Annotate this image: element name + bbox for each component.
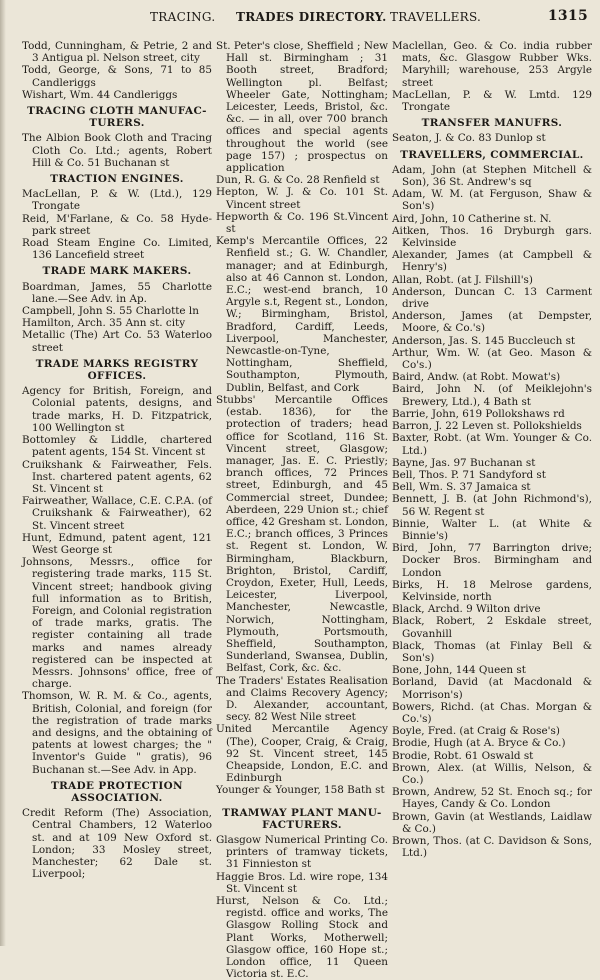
directory-entry: Anderson, Jas. S. 145 Buccleuch st <box>392 334 576 347</box>
directory-entry: Brown, Alex. (at Willis, Nelson, & Co.) <box>392 761 592 786</box>
directory-entry: Hepton, W. J. & Co. 101 St. Vincent street <box>216 186 388 211</box>
directory-entry: Allan, Robt. (at J. Filshill's) <box>392 273 533 286</box>
spacer <box>216 797 388 803</box>
header-center: TRADES DIRECTORY. <box>236 10 387 24</box>
directory-entry: Reid, M'Farlane, & Co. 58 Hyde-park street <box>22 212 212 237</box>
directory-entry: Hamilton, Arch. 35 Ann st. city <box>22 317 186 330</box>
directory-entry: Boardman, James, 55 Charlotte lane.—See Adv. in Ap. <box>22 280 212 305</box>
directory-entry: Johnsons, Messrs., office for registering trade marks, 115 St. Vincent street; handbook giving full information as to British, Foreign, and Colonial registration of trade marks, gratis. The register containing all trade marks and names already registered can be inspected at Messrs. Johnsons' office, free of charge. <box>22 556 212 691</box>
directory-entry: Hepworth & Co. 196 St.Vincent st <box>216 210 388 236</box>
directory-entry: Bell, Thos. P. 71 Sandyford st <box>392 468 546 481</box>
directory-entry: Anderson, Duncan C. 13 Carment drive <box>392 285 592 311</box>
section-heading: TRADE MARKS REGISTRY OFFICES. <box>35 357 199 383</box>
directory-entry: Credit Reform (The) Association, Central Chambers, 12 Waterloo st. and at 109 New Oxford st. London; 33 Mosley street, Manchester; 62 Dale st. Liverpool; <box>22 807 212 881</box>
column-right <box>392 40 592 859</box>
running-header <box>20 10 592 28</box>
directory-entry: Black, Robert, 2 Eskdale street, Govanhill <box>392 615 592 640</box>
directory-entry: Younger & Younger, 158 Bath st <box>216 784 385 797</box>
section-heading: TRADE MARK MAKERS. <box>42 265 192 278</box>
directory-entry: The Albion Book Cloth and Tracing Cloth Co. Ltd.; agents, Robert Hill & Co. 51 Buchanan st <box>22 132 212 169</box>
directory-entry: Fairweather, Wallace, C.E. C.P.A. (of Cruikshank & Fairweather), 62 St. Vincent street <box>22 495 212 532</box>
directory-entry: MacLellan, P. & W. Lmtd. 129 Trongate <box>392 88 592 114</box>
column-left <box>22 40 212 880</box>
directory-entry: Hurst, Nelson & Co. Ltd.; registd. office and works, The Glasgow Rolling Stock and Plant Works, Motherwell; Glasgow office, 160 Hope st.; London office, 11 Queen Victoria st. E.C. <box>216 895 388 980</box>
page-number: 1315 <box>547 8 588 24</box>
directory-entry: Kemp's Mercantile Offices, 22 Renfield st.; G. W. Chandler, manager; and at Edinburgh, also at 46 Cannon st. London, E.C.; west-end branch, 10 Argyle s.t, Regent st., London, W.; Birmingham, Bristol, Bradford, Cardiff, Leeds, Liverpool, Manchester, Newcastle-on-Tyne, Nottingham, Sheffield, Southampton, Plymouth, Dublin, Belfast, and Cork <box>216 235 388 394</box>
directory-entry: Alexander, James (at Campbell & Henry's) <box>392 249 592 274</box>
directory-entry: Birks, H. 18 Melrose gardens, Kelvinside, north <box>392 578 592 603</box>
directory-entry: Borland, David (at Macdonald & Morrison's) <box>392 676 592 701</box>
directory-entry: Bottomley & Liddle, chartered patent agents, 154 St. Vincent st <box>22 434 212 459</box>
directory-entry: Brodie, Hugh (at A. Bryce & Co.) <box>392 737 566 750</box>
directory-entry: Bone, John, 144 Queen st <box>392 664 526 677</box>
directory-entry: Brown, Gavin (at Westlands, Laidlaw & Co.) <box>392 810 592 835</box>
directory-entry: Metallic (The) Art Co. 53 Waterloo street <box>22 329 212 354</box>
directory-entry: Wishart, Wm. 44 Candleriggs <box>22 88 178 101</box>
directory-entry: Adam, W. M. (at Ferguson, Shaw & Son's) <box>392 188 592 213</box>
binding-gutter <box>0 0 6 946</box>
directory-entry: Barrie, John, 619 Pollokshaws rd <box>392 407 565 420</box>
directory-entry: Black, Archd. 9 Wilton drive <box>392 603 541 616</box>
directory-entry: Glasgow Numerical Printing Co. printers of tramway tickets, 31 Finnieston st <box>216 834 388 871</box>
directory-entry: Road Steam Engine Co. Limited, 136 Lancefield street <box>22 237 212 262</box>
directory-entry: Binnie, Walter L. (at White & Binnie's) <box>392 517 592 542</box>
directory-entry: Barron, J. 22 Leven st. Pollokshields <box>392 420 582 433</box>
section-heading: TRAMWAY PLANT MANU-FACTURERS. <box>222 806 382 831</box>
directory-entry: Brodie, Robt. 61 Oswald st <box>392 749 534 762</box>
directory-entry: Brown, Andrew, 52 St. Enoch sq.; for Hayes, Candy & Co. London <box>392 786 592 811</box>
directory-entry: Bell, Wm. S. 37 Jamaica st <box>392 481 531 494</box>
directory-entry: Todd, George, & Sons, 71 to 85 Candleriggs <box>22 64 212 89</box>
header-left: TRACING. <box>150 10 216 24</box>
directory-entry: Baxter, Robt. (at Wm. Younger & Co. Ltd.) <box>392 432 592 457</box>
directory-entry: Aird, John, 10 Catherine st. N. <box>392 212 552 225</box>
directory-entry: Aitken, Thos. 16 Dryburgh gars. Kelvinside <box>392 224 592 250</box>
section-heading: TRACTION ENGINES. <box>50 173 184 186</box>
directory-entry: Arthur, Wm. W. (at Geo. Mason & Co's.) <box>392 346 592 372</box>
directory-entry: Haggie Bros. Ld. wire rope, 134 St. Vincent st <box>216 870 388 895</box>
directory-entry: St. Peter's close, Sheffield ; New Hall st. Birmingham ; 31 Booth street, Bradford; Wellington pl. Belfast; Wheeler Gate, Nottingham; Leicester, Leeds, Bristol, &c. &c. — in all, over 700 branch offices and special agents throughout the world (see page 157) ; prospectus on application <box>216 40 388 175</box>
directory-entry: Stubbs' Mercantile Offices (estab. 1836), for the protection of traders; head office for Scotland, 116 St. Vincent street, Glasgow; manager, Jas. E. C. Priestly; branch offices, 72 Princes street, Edinburgh, and 45 Commercial street, Dundee; Aberdeen, 229 Union st.; chief office, 42 Gresham st. London, E.C.; branch offices, 3 Princes st. Regent st. London, W. Birmingham, Blackburn, Brighton, Bristol, Cardiff, Croydon, Exeter, Hull, Leeds, Leicester, Liverpool, Manchester, Newcastle, Norwich, Nottingham, Plymouth, Portsmouth, Sheffield, Southampton, Sunderland, Swansea, Dublin, Belfast, Cork, &c. &c. <box>216 393 388 675</box>
directory-entry: Thomson, W. R. M. & Co., agents, British, Colonial, and foreign (for the registration of trade marks and designs, and the obtaining of patents at lowest charges; the " Inventor's Guide " gratis), 96 Buchanan st.—See Adv. in App. <box>22 690 212 776</box>
header-right: TRAVELLERS. <box>390 10 482 24</box>
directory-entry: Boyle, Fred. (at Craig & Rose's) <box>392 725 560 738</box>
directory-entry: Bird, John, 77 Barrington drive; Docker Bros. Birmingham and London <box>392 542 592 579</box>
directory-entry: Bowers, Richd. (at Chas. Morgan & Co.'s) <box>392 700 592 725</box>
section-heading: TRACING CLOTH MANUFAC-TURERS. <box>27 105 207 130</box>
directory-entry: Campbell, John S. 55 Charlotte ln <box>22 305 199 318</box>
directory-entry: Hunt, Edmund, patent agent, 121 West George st <box>22 531 212 556</box>
directory-entry: Cruikshank & Fairweather, Fels. Inst. chartered patent agents, 62 St. Vincent st <box>22 458 212 495</box>
directory-entry: Brown, Thos. (at C. Davidson & Sons, Ltd.) <box>392 835 592 860</box>
directory-entry: Seaton, J. & Co. 83 Dunlop st <box>392 132 546 145</box>
directory-entry: Anderson, James (at Dempster, Moore, & Co.'s) <box>392 310 592 335</box>
directory-entry: Baird, John N. (of Meiklejohn's Brewery, Ltd.), 4 Bath st <box>392 383 592 408</box>
section-heading: TRADE PROTECTION ASSOCIATION. <box>51 779 183 804</box>
section-heading: TRAVELLERS, COMMERCIAL. <box>400 148 584 161</box>
directory-entry: Todd, Cunningham, & Petrie, 2 and 3 Antigua pl. Nelson street, city <box>22 40 212 65</box>
directory-entry: Black, Thomas (at Finlay Bell & Son's) <box>392 639 592 664</box>
directory-entry: Bennett, J. B. (at John Richmond's), 56 W. Regent st <box>392 493 592 518</box>
directory-entry: Bayne, Jas. 97 Buchanan st <box>392 456 536 469</box>
directory-entry: Dun, R. G. & Co. 28 Renfield st <box>216 174 380 187</box>
column-middle <box>216 40 388 980</box>
directory-entry: Baird, Andw. (at Robt. Mowat's) <box>392 371 561 384</box>
directory-entry: Agency for British, Foreign, and Colonial patents, designs, and trade marks, H. D. Fitzpatrick, 100 Wellington st <box>22 385 212 434</box>
section-heading: TRANSFER MANUFRS. <box>421 117 563 130</box>
directory-entry: Adam, John (at Stephen Mitchell & Son), 36 St. Andrew's sq <box>392 163 592 189</box>
directory-entry: United Mercantile Agency (The), Cooper, Craig, & Craig, 92 St. Vincent street, 145 Cheapside, London, E.C. and Edinburgh <box>216 723 388 785</box>
directory-entry: MacLellan, P. & W. (Ltd.), 129 Trongate <box>22 188 212 213</box>
directory-entry: The Traders' Estates Realisation and Claims Recovery Agency; D. Alexander, accountant, secy. 82 West Nile street <box>216 674 388 724</box>
directory-entry: Maclellan, Geo. & Co. india rubber mats, &c. Glasgow Rubber Wks. Maryhill; warehouse, 253 Argyle street <box>392 40 592 89</box>
